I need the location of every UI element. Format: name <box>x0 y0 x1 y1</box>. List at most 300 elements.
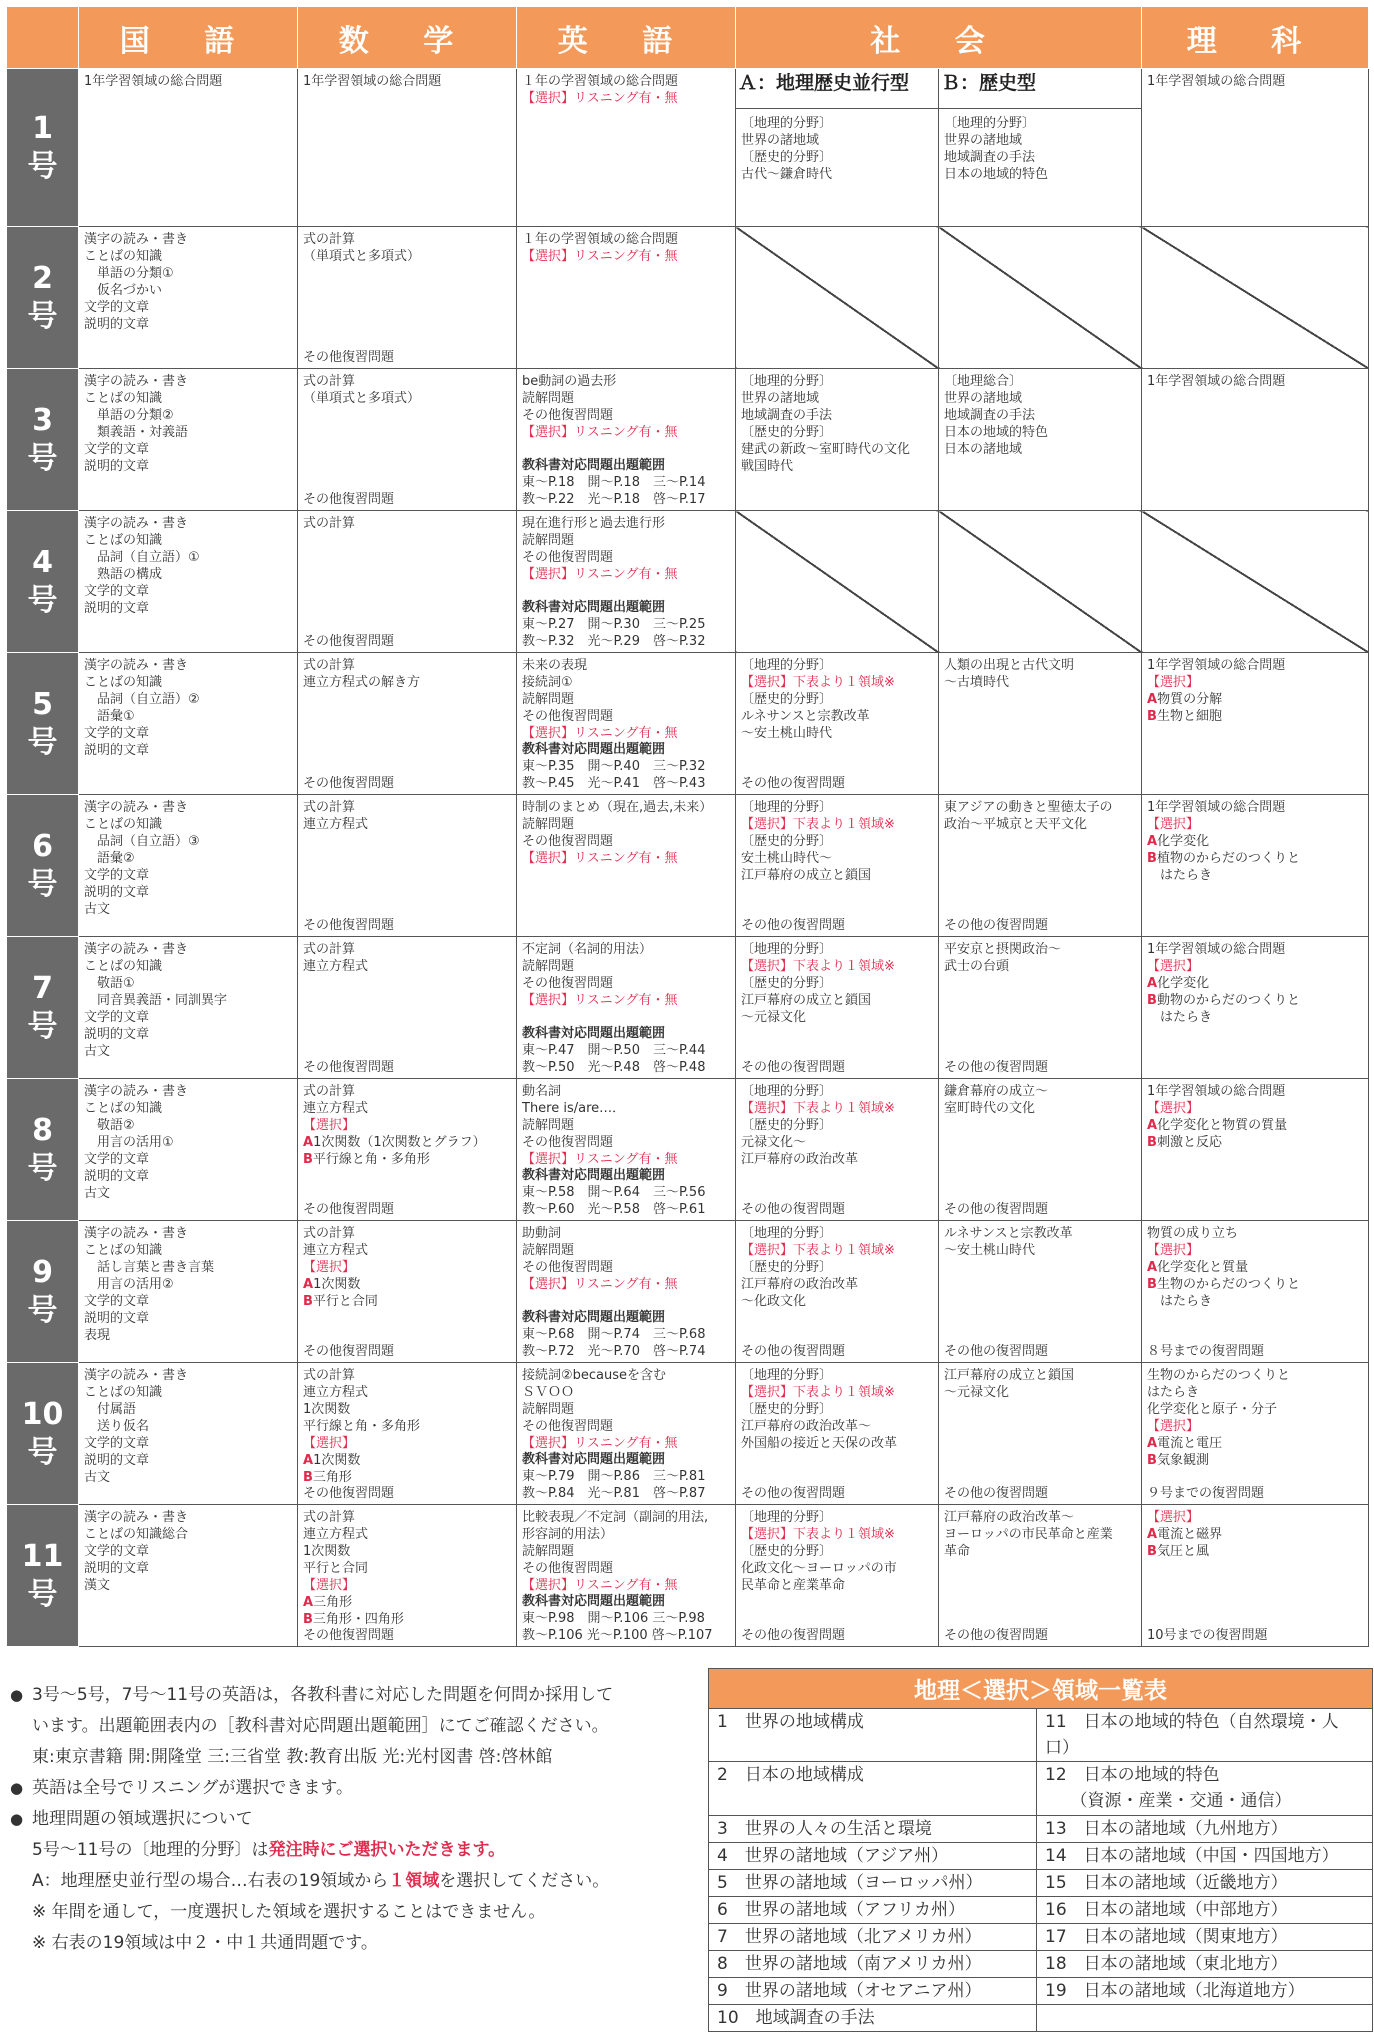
kokugo-cell-line: 説明的文章 <box>84 1027 150 1042</box>
review-problems: その他の復習問題 <box>741 1202 846 1217</box>
eigo-cell-line: 動名詞 <box>522 1084 562 1099</box>
eigo-cell-line: 助動詞 <box>522 1226 562 1241</box>
eigo-cell-line: 【選択】リスニング有・無 <box>522 1436 678 1451</box>
review-problems: その他復習問題 <box>303 1344 395 1359</box>
shakai-line: 〔歴史的分野〕 <box>741 150 833 165</box>
sugaku-cell <box>298 511 517 653</box>
eigo-cell-line: 【選択】リスニング有・無 <box>522 1277 678 1292</box>
shakai-type-heading: Ａ：地理歴史並行型 <box>736 69 938 109</box>
kokugo-cell-line: 1年学習領域の総合問題 <box>84 74 223 89</box>
shakai-cell-b <box>939 1505 1142 1647</box>
kokugo-cell-line: 漢文 <box>84 1578 111 1593</box>
rika-cell <box>1142 937 1369 1079</box>
issue-number-suffix: 号 <box>27 1150 58 1186</box>
geo-item-right <box>1037 2005 1373 2032</box>
textbook-range <box>522 457 705 508</box>
issue-row <box>7 1505 1369 1647</box>
textbook-range <box>522 599 705 650</box>
eigo-cell-line: 【選択】リスニング有・無 <box>522 567 678 582</box>
kokugo-cell-line: 用言の活用② <box>84 1277 174 1292</box>
rika-cell-line: 【選択】 <box>1147 1243 1200 1258</box>
review-problems: その他復習問題 <box>303 918 395 933</box>
note-line <box>10 1866 690 1897</box>
rika-cell <box>1142 69 1369 227</box>
shakai-line: 地域調査の手法 <box>944 150 1036 165</box>
sugaku-cell-line: 式の計算 <box>303 800 356 815</box>
shakai-cell-b-line: 江戸幕府の政治改革～ <box>944 1510 1075 1525</box>
kokugo-cell-line: 漢字の読み・書き <box>84 232 189 247</box>
issue-row <box>7 511 1369 653</box>
shakai-cell-a <box>736 369 939 511</box>
eigo-cell-line: There is/are…． <box>522 1101 626 1116</box>
rika-cell-line: A物質の分解 <box>1147 692 1223 707</box>
shakai-cell-a-line: 江戸幕府の成立と鎖国 <box>741 868 872 883</box>
rika-cell <box>1142 1363 1369 1505</box>
issue-number-suffix: 号 <box>27 1292 58 1328</box>
note-text: 東:東京書籍 開:開隆堂 三:三省堂 教:教育出版 光:光村図書 啓:啓林館 <box>32 1747 553 1767</box>
sugaku-cell <box>298 795 517 937</box>
shakai-cell-b-line: 地域調査の手法 <box>944 408 1036 423</box>
issue-row <box>7 1363 1369 1505</box>
rika-cell-line: A化学変化 <box>1147 834 1210 849</box>
review-problems: 10号までの復習問題 <box>1147 1628 1268 1643</box>
shakai-cell-b-line: 日本の地域的特色 <box>944 425 1049 440</box>
kokugo-cell-line: 漢字の読み・書き <box>84 1368 189 1383</box>
eigo-cell-line: 【選択】リスニング有・無 <box>522 1152 678 1167</box>
header-corner <box>7 7 79 69</box>
kokugo-cell-line: 敬語① <box>84 976 135 991</box>
issue-number-value: 6 <box>32 828 53 864</box>
geo-item-right: 14 日本の諸地域（中国・四国地方） <box>1037 1843 1373 1870</box>
textbook-range-line: 東～P.58 開～P.64 三～P.56 <box>522 1185 706 1200</box>
eigo-cell-line: 形容詞的用法） <box>522 1527 614 1542</box>
issue-row <box>7 1079 1369 1221</box>
shakai-line: 〔地理的分野〕 <box>944 116 1036 131</box>
issue-number-suffix: 号 <box>27 1576 58 1612</box>
sugaku-cell <box>298 1221 517 1363</box>
textbook-range-line: 東～P.47 開～P.50 三～P.44 <box>522 1043 706 1058</box>
textbook-range-title: 教科書対応問題出題範囲 <box>522 1026 666 1041</box>
issue-number <box>7 653 79 795</box>
geo-row <box>709 1816 1373 1843</box>
geo-item-right: 18 日本の諸地域（東北地方） <box>1037 1951 1373 1978</box>
rika-cell-line: A化学変化と物質の質量 <box>1147 1118 1288 1133</box>
shakai-line: 古代～鎌倉時代 <box>741 167 833 182</box>
shakai-cell-a-line: 江戸幕府の政治改革～ <box>741 1419 872 1434</box>
sugaku-cell <box>298 653 517 795</box>
sugaku-cell-line: 式の計算 <box>303 374 356 389</box>
textbook-range-title: 教科書対応問題出題範囲 <box>522 1310 666 1325</box>
issue-number <box>7 511 79 653</box>
kokugo-cell-line: 品詞（自立語）③ <box>84 834 200 849</box>
issue-number <box>7 69 79 227</box>
shakai-cell-b <box>939 653 1142 795</box>
textbook-range-title: 教科書対応問題出題範囲 <box>522 742 666 757</box>
shakai-line: 世界の諸地域 <box>741 133 820 148</box>
shakai-cell-a-line: 〔地理的分野〕 <box>741 800 833 815</box>
issue-number-value: 11 <box>21 1538 64 1574</box>
kokugo-cell <box>79 795 298 937</box>
issue-row <box>7 1221 1369 1363</box>
issue-row <box>7 937 1369 1079</box>
shakai-cell-a-line: 元禄文化～ <box>741 1135 807 1150</box>
kokugo-cell <box>79 511 298 653</box>
textbook-range-line: 教～P.45 光～P.41 啓～P.43 <box>522 776 706 791</box>
shakai-cell-b-line: 東アジアの動きと聖徳太子の <box>944 800 1113 815</box>
kokugo-cell-line: 文学的文章 <box>84 868 150 883</box>
shakai-cell-a-line: 【選択】下表より１領域※ <box>741 1243 895 1258</box>
shakai-cell-b-line: ～元禄文化 <box>944 1385 1010 1400</box>
issue-number-value: 8 <box>32 1112 53 1148</box>
textbook-range <box>522 1167 705 1218</box>
sugaku-cell-line: 1次関数 <box>303 1402 351 1417</box>
kokugo-cell-line: ことばの知識 <box>84 817 163 832</box>
shakai-cell-a-line: 【選択】下表より１領域※ <box>741 817 895 832</box>
sugaku-cell-line: 連立方程式 <box>303 1243 369 1258</box>
eigo-cell <box>517 795 736 937</box>
kokugo-cell-line: 漢字の読み・書き <box>84 374 189 389</box>
sugaku-cell-line: B三角形・四角形 <box>303 1612 404 1627</box>
textbook-range <box>522 1025 705 1076</box>
sugaku-cell-line: A三角形 <box>303 1595 353 1610</box>
rika-cell-line: 1年学習領域の総合問題 <box>1147 942 1286 957</box>
eigo-cell-line: 読解問題 <box>522 1402 575 1417</box>
shakai-cell-a-line: 〔地理的分野〕 <box>741 374 833 389</box>
rika-cell-line: B生物と細胞 <box>1147 709 1222 724</box>
note-line <box>10 1742 690 1773</box>
shakai-cell-a-line: 外国船の接近と天保の改革 <box>741 1436 898 1451</box>
kokugo-cell-line: 品詞（自立語）① <box>84 550 200 565</box>
eigo-cell-line: 【選択】リスニング有・無 <box>522 851 678 866</box>
review-problems: その他の復習問題 <box>741 1060 846 1075</box>
geo-item-right-line: 12 日本の地域的特色 <box>1045 1765 1220 1785</box>
review-problems: その他の復習問題 <box>741 776 846 791</box>
sugaku-cell-line: 式の計算 <box>303 1084 356 1099</box>
kokugo-cell-line: 文学的文章 <box>84 1152 150 1167</box>
kokugo-cell-line: 話し言葉と書き言葉 <box>84 1260 215 1275</box>
issue-number-suffix: 号 <box>27 1008 58 1044</box>
shakai-cell-a-line: 〔地理的分野〕 <box>741 1368 833 1383</box>
rika-cell <box>1142 369 1369 511</box>
shakai-cell-a-line: 〔歴史的分野〕 <box>741 1402 833 1417</box>
rika-cell <box>1142 1221 1369 1363</box>
eigo-cell <box>517 653 736 795</box>
review-problems: その他復習問題 <box>303 1486 395 1501</box>
header-kokugo: 国 語 <box>79 7 298 69</box>
review-problems: その他復習問題 <box>303 634 395 649</box>
kokugo-cell-line: ことばの知識 <box>84 1385 163 1400</box>
geo-row <box>709 1870 1373 1897</box>
sugaku-cell-line: B三角形 <box>303 1470 352 1485</box>
rika-cell-line: はたらき <box>1147 868 1213 883</box>
shakai-line: 〔地理的分野〕 <box>741 116 833 131</box>
geo-row <box>709 1897 1373 1924</box>
kokugo-cell-line: ことばの知識 <box>84 1243 163 1258</box>
kokugo-cell-line: ことばの知識 <box>84 249 163 264</box>
kokugo-cell <box>79 653 298 795</box>
sugaku-cell-line: 連立方程式 <box>303 959 369 974</box>
shakai-cell-a <box>736 937 939 1079</box>
textbook-range-line: 東～P.35 開～P.40 三～P.32 <box>522 759 706 774</box>
note-text: 地理問題の領域選択について <box>32 1809 253 1829</box>
shakai-cell-a-line: 【選択】下表より１領域※ <box>741 1385 895 1400</box>
kokugo-cell-line: 説明的文章 <box>84 885 150 900</box>
geo-row <box>709 1762 1373 1816</box>
kokugo-cell-line: 同音異義語・同訓異字 <box>84 993 228 1008</box>
issue-number-value: 3 <box>32 402 53 438</box>
eigo-cell-line: 【選択】リスニング有・無 <box>522 1578 678 1593</box>
review-problems: その他の復習問題 <box>944 918 1049 933</box>
shakai-cell-a-line: 〔歴史的分野〕 <box>741 834 833 849</box>
sugaku-cell-line: 1次関数 <box>303 1544 351 1559</box>
shakai-cell-b-line: 武士の台頭 <box>944 959 1010 974</box>
kokugo-cell-line: 漢字の読み・書き <box>84 1084 189 1099</box>
note-line <box>10 1773 690 1804</box>
shakai-cell-b-line: 人類の出現と古代文明 <box>944 658 1075 673</box>
sugaku-cell-line: 【選択】 <box>303 1436 356 1451</box>
shakai-cell-a-line: 〔地理的分野〕 <box>741 942 833 957</box>
note-line <box>10 1897 690 1928</box>
header-shakai: 社 会 <box>736 7 1142 69</box>
rika-cell-line: A電流と磁界 <box>1147 1527 1223 1542</box>
textbook-range-line: 教～P.106 光～P.100 啓～P.107 <box>522 1628 713 1643</box>
shakai-cell-b-line: 〔地理総合〕 <box>944 374 1023 389</box>
kokugo-cell-line: 漢字の読み・書き <box>84 1510 189 1525</box>
kokugo-cell-line: 文学的文章 <box>84 1544 150 1559</box>
shakai-cell-a-line: ～元禄文化 <box>741 1010 807 1025</box>
sugaku-cell-line: 式の計算 <box>303 942 356 957</box>
kokugo-cell-line: 漢字の読み・書き <box>84 942 189 957</box>
issue-number-value: 5 <box>32 686 53 722</box>
eigo-cell <box>517 1079 736 1221</box>
rika-cell-line: 【選択】 <box>1147 817 1200 832</box>
sugaku-cell-line: 連立方程式 <box>303 1385 369 1400</box>
eigo-cell-line: 比較表現／不定詞（副詞的用法, <box>522 1510 709 1525</box>
geo-item-left: 5 世界の諸地域（ヨーロッパ州） <box>709 1870 1037 1897</box>
textbook-range-title: 教科書対応問題出題範囲 <box>522 1594 666 1609</box>
eigo-cell-line: 読解問題 <box>522 1243 575 1258</box>
textbook-range-title: 教科書対応問題出題範囲 <box>522 1168 666 1183</box>
eigo-cell-line: 読解問題 <box>522 1118 575 1133</box>
shakai-cell-b <box>939 795 1142 937</box>
kokugo-cell <box>79 227 298 369</box>
shakai-cell-a-line: 【選択】下表より１領域※ <box>741 1101 895 1116</box>
issue-number <box>7 227 79 369</box>
eigo-cell-line: その他復習問題 <box>522 976 614 991</box>
shakai-cell-a-line: 〔歴史的分野〕 <box>741 976 833 991</box>
shakai-cell-a-line: 江戸幕府の政治改革 <box>741 1152 859 1167</box>
note-text: 5号～11号の〔地理的分野〕は <box>32 1840 269 1860</box>
rika-cell-line: はたらき <box>1147 1385 1200 1400</box>
rika-cell-line: B動物のからだのつくりと <box>1147 993 1300 1008</box>
geo-item-left: 2 日本の地域構成 <box>709 1762 1037 1816</box>
sugaku-cell-line: B平行と合同 <box>303 1294 378 1309</box>
note-line <box>10 1928 690 1959</box>
kokugo-cell-line: ことばの知識 <box>84 675 163 690</box>
geo-row <box>709 1924 1373 1951</box>
textbook-range-line: 東～P.79 開～P.86 三～P.81 <box>522 1469 706 1484</box>
kokugo-cell-line: 古文 <box>84 1186 111 1201</box>
review-problems: その他復習問題 <box>303 350 395 365</box>
eigo-cell-line: １年の学習領域の総合問題 <box>522 232 679 247</box>
rika-cell-line: はたらき <box>1147 1010 1213 1025</box>
shakai-cell-a-line: 【選択】下表より１領域※ <box>741 959 895 974</box>
review-problems: その他の復習問題 <box>944 1202 1049 1217</box>
shakai-cell-a <box>736 227 939 369</box>
issue-row <box>7 653 1369 795</box>
review-problems: その他の復習問題 <box>944 1060 1049 1075</box>
eigo-cell-line: 時制のまとめ（現在,過去,未来） <box>522 800 713 815</box>
kokugo-cell-line: 漢字の読み・書き <box>84 516 189 531</box>
issue-number <box>7 937 79 1079</box>
kokugo-cell-line: 語彙① <box>84 709 135 724</box>
issue-number-suffix: 号 <box>27 582 58 618</box>
issue-number <box>7 1505 79 1647</box>
kokugo-cell-line: 送り仮名 <box>84 1419 150 1434</box>
eigo-cell <box>517 369 736 511</box>
shakai-cell-b-line: 鎌倉幕府の成立～ <box>944 1084 1049 1099</box>
sugaku-cell-line: 1年学習領域の総合問題 <box>303 74 442 89</box>
rika-cell-line: 1年学習領域の総合問題 <box>1147 658 1286 673</box>
sugaku-cell-line: A1次関数 <box>303 1453 361 1468</box>
eigo-cell-line: 接続詞① <box>522 675 573 690</box>
kokugo-cell-line: 単語の分類① <box>84 266 174 281</box>
note-line <box>10 1680 690 1711</box>
review-problems: その他の復習問題 <box>741 1344 846 1359</box>
shakai-cell-a-line: ～化政文化 <box>741 1294 807 1309</box>
textbook-range <box>522 741 705 792</box>
issue-number-value: 4 <box>32 544 53 580</box>
eigo-cell-line: 【選択】リスニング有・無 <box>522 249 678 264</box>
shakai-cell-a-line: 〔地理的分野〕 <box>741 658 833 673</box>
shakai-cell-b-line: 室町時代の文化 <box>944 1101 1036 1116</box>
eigo-cell <box>517 1363 736 1505</box>
geo-item-left: 1 世界の地域構成 <box>709 1709 1037 1762</box>
eigo-cell-line: 読解問題 <box>522 692 575 707</box>
kokugo-cell-line: 文学的文章 <box>84 1010 150 1025</box>
kokugo-cell-line: 文学的文章 <box>84 584 150 599</box>
note-text: ※ 年間を通して，一度選択した領域を選択することはできません。 <box>32 1902 546 1922</box>
geo-item-left: 10 地域調査の手法 <box>709 2005 1037 2032</box>
geo-item-right: 19 日本の諸地域（北海道地方） <box>1037 1978 1373 2005</box>
geo-item-right <box>1037 1762 1373 1816</box>
kokugo-cell-line: 語彙② <box>84 851 135 866</box>
shakai-cell-a-line: 江戸幕府の政治改革 <box>741 1277 859 1292</box>
review-problems: ９号までの復習問題 <box>1147 1486 1265 1501</box>
geo-row <box>709 1978 1373 2005</box>
shakai-type-heading: Ｂ：歴史型 <box>939 69 1141 109</box>
eigo-cell <box>517 511 736 653</box>
eigo-cell-line: 読解問題 <box>522 1544 575 1559</box>
shakai-cell-b <box>939 369 1142 511</box>
shakai-cell-a-line: 〔歴史的分野〕 <box>741 425 833 440</box>
shakai-cell-a-line: ～安土桃山時代 <box>741 726 833 741</box>
rika-cell-line: 【選択】 <box>1147 1101 1200 1116</box>
shakai-cell-a-line: 【選択】下表より１領域※ <box>741 1527 895 1542</box>
shakai-cell-a-line: 地域調査の手法 <box>741 408 833 423</box>
header-rika: 理 科 <box>1142 7 1369 69</box>
sugaku-cell <box>298 1505 517 1647</box>
eigo-cell-line: その他復習問題 <box>522 709 614 724</box>
issue-row <box>7 369 1369 511</box>
kokugo-cell-line: 類義語・対義語 <box>84 425 189 440</box>
note-line <box>10 1711 690 1742</box>
issue-number-suffix: 号 <box>27 724 58 760</box>
shakai-cell-a-line: 建武の新政～室町時代の文化 <box>741 442 911 457</box>
eigo-cell <box>517 69 736 227</box>
sugaku-cell-line: 連立方程式の解き方 <box>303 675 421 690</box>
eigo-cell-line: 未来の表現 <box>522 658 588 673</box>
eigo-cell-line: be動詞の過去形 <box>522 374 617 389</box>
kokugo-cell-line: 古文 <box>84 1044 111 1059</box>
kokugo-cell <box>79 937 298 1079</box>
eigo-cell <box>517 1221 736 1363</box>
shakai-cell-b <box>939 1079 1142 1221</box>
review-problems: その他復習問題 <box>303 1202 395 1217</box>
eigo-cell-line: その他復習問題 <box>522 1135 614 1150</box>
note-text: 英語は全号でリスニングが選択できます。 <box>32 1778 353 1798</box>
shakai-cell-a-line: 世界の諸地域 <box>741 391 820 406</box>
geo-row <box>709 1709 1373 1762</box>
shakai-cell-a-line: 戦国時代 <box>741 459 794 474</box>
note-line <box>10 1804 690 1835</box>
rika-cell-line: 化学変化と原子・分子 <box>1147 1402 1278 1417</box>
issue-number-suffix: 号 <box>27 866 58 902</box>
review-problems: その他の復習問題 <box>741 918 846 933</box>
sugaku-cell-line: （単項式と多項式） <box>303 391 421 406</box>
kokugo-cell-line: 文学的文章 <box>84 1294 150 1309</box>
review-problems: その他復習問題 <box>303 776 395 791</box>
rika-cell-line: 【選択】 <box>1147 959 1200 974</box>
rika-cell-line: 【選択】 <box>1147 1419 1200 1434</box>
shakai-cell-a-line: 化政文化～ヨーロッパの市 <box>741 1561 897 1576</box>
rika-cell-line: B植物のからだのつくりと <box>1147 851 1300 866</box>
kokugo-cell-line: 文学的文章 <box>84 1436 150 1451</box>
shakai-cell-b-line: 日本の諸地域 <box>944 442 1023 457</box>
sugaku-cell-line: 連立方程式 <box>303 1527 369 1542</box>
issue-number-suffix: 号 <box>27 440 58 476</box>
eigo-cell-line: その他復習問題 <box>522 550 614 565</box>
shakai-cell-b-line: 江戸幕府の成立と鎖国 <box>944 1368 1075 1383</box>
sugaku-cell-line: 連立方程式 <box>303 1101 369 1116</box>
review-problems: ８号までの復習問題 <box>1147 1344 1265 1359</box>
eigo-cell-line: 不定詞（名詞的用法） <box>522 942 653 957</box>
shakai-cell-a-line: 安土桃山時代～ <box>741 851 833 866</box>
shakai-cell-a-line: ルネサンスと宗教改革 <box>741 709 870 724</box>
kokugo-cell-line: 文学的文章 <box>84 726 150 741</box>
rika-cell-line: 物質の成り立ち <box>1147 1226 1239 1241</box>
rika-cell-line: B刺激と反応 <box>1147 1135 1222 1150</box>
shakai-cell-a <box>736 1221 939 1363</box>
kokugo-cell <box>79 1079 298 1221</box>
kokugo-cell-line: 古文 <box>84 902 111 917</box>
geo-item-right: 13 日本の諸地域（九州地方） <box>1037 1816 1373 1843</box>
sugaku-cell-line: B平行線と角・多角形 <box>303 1152 430 1167</box>
shakai-cell-a-line: 〔地理的分野〕 <box>741 1226 833 1241</box>
eigo-cell-line: 読解問題 <box>522 817 575 832</box>
sugaku-cell-line: 平行線と角・多角形 <box>303 1419 421 1434</box>
kokugo-cell-line: 説明的文章 <box>84 1453 150 1468</box>
rika-cell <box>1142 511 1369 653</box>
sugaku-cell-line: 式の計算 <box>303 232 356 247</box>
textbook-range-line: 教～P.72 光～P.70 啓～P.74 <box>522 1344 706 1359</box>
eigo-cell-line: 現在進行形と過去進行形 <box>522 516 666 531</box>
shakai-cell-a <box>736 1079 939 1221</box>
kokugo-cell-line: 説明的文章 <box>84 1311 150 1326</box>
rika-cell-line: 【選択】 <box>1147 1510 1200 1525</box>
note-line <box>10 1835 690 1866</box>
review-problems: その他の復習問題 <box>741 1486 846 1501</box>
